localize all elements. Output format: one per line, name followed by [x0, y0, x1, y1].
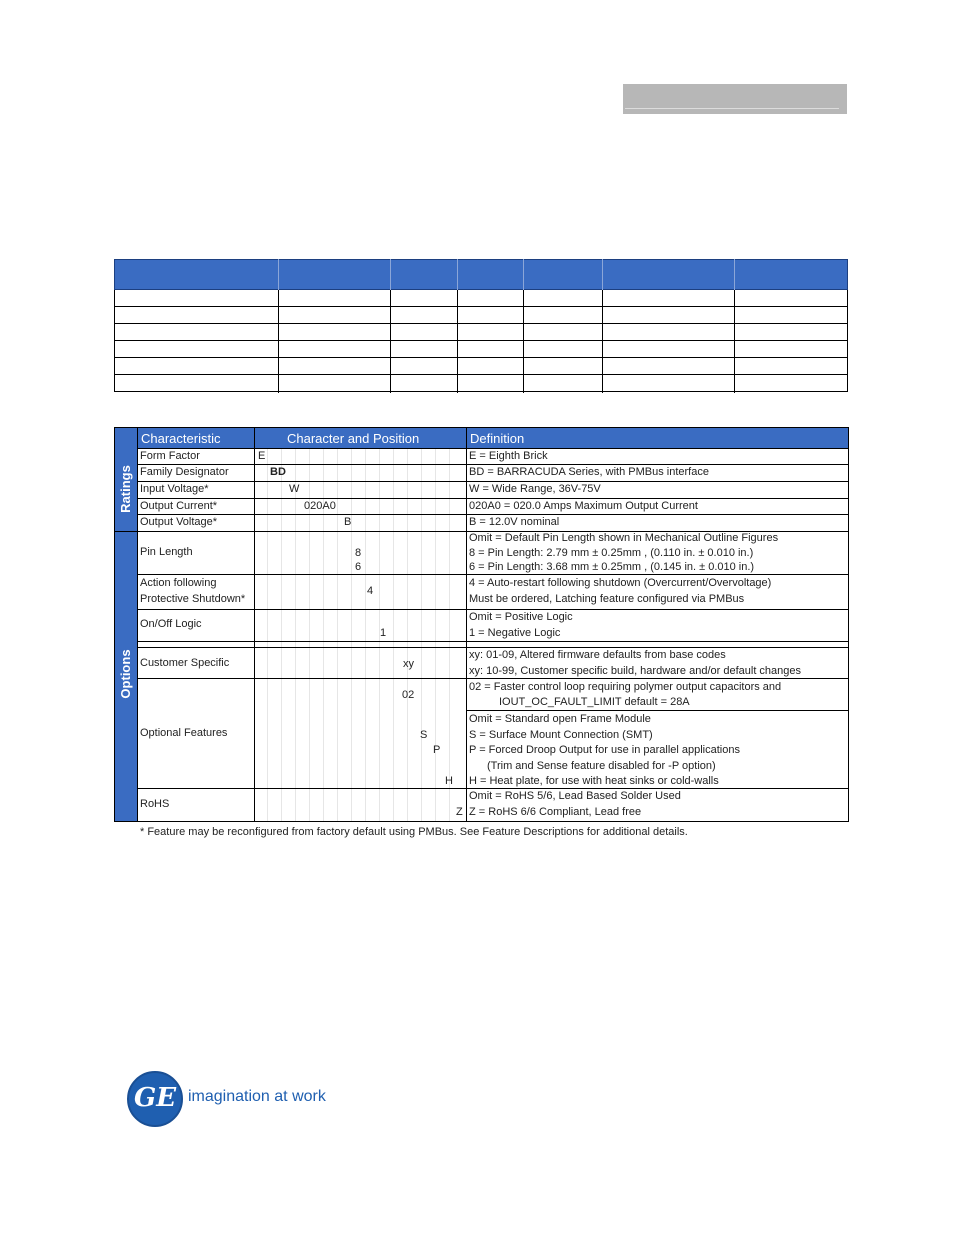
row-definition: 1 = Negative Logic [469, 627, 561, 639]
row-definition: Z = RoHS 6/6 Compliant, Lead free [469, 806, 642, 818]
row-code: H [445, 775, 453, 787]
row-name: Pin Length [140, 546, 193, 558]
row-code: 6 [355, 561, 362, 573]
row-definition: 8 = Pin Length: 2.79 mm ± 0.25mm , (0.110 in. ± 0.010 in.) [469, 547, 754, 559]
row-code: W [289, 483, 300, 495]
row-code: Z [456, 806, 463, 818]
row-definition: 4 = Auto-restart following shutdown (Overcurrent/Overvoltage) [469, 577, 772, 589]
logo-tagline: imagination at work [188, 1088, 326, 1105]
row-name: Optional Features [140, 727, 228, 739]
options-table [114, 427, 849, 822]
row-name: Input Voltage* [140, 483, 209, 495]
table-row [114, 375, 848, 392]
row-code: P [433, 744, 441, 756]
row-name: Form Factor [140, 450, 200, 462]
row-definition: BD = BARRACUDA Series, with PMBus interface [469, 466, 709, 478]
logo-mark: GE [133, 1083, 177, 1113]
row-name: Customer Specific [140, 657, 230, 669]
table-row [114, 324, 848, 341]
row-name: On/Off Logic [140, 618, 202, 630]
row-code: 8 [355, 547, 362, 559]
table-row [114, 290, 848, 307]
row-definition: IOUT_OC_FAULT_LIMIT default = 28A [499, 696, 690, 708]
row-name: Family Designator [140, 466, 229, 478]
options-table-header [115, 428, 848, 448]
row-definition: xy: 01-09, Altered firmware defaults from base codes [469, 649, 726, 661]
header-characteristic: Characteristic [141, 431, 221, 446]
row-code: 02 [402, 689, 415, 701]
row-code: 020A0 [304, 500, 336, 512]
row-definition: W = Wide Range, 36V-75V [469, 483, 601, 495]
row-definition: Must be ordered, Latching feature configured via PMBus [469, 593, 745, 605]
table-row [114, 307, 848, 324]
row-definition: xy: 10-99, Customer specific build, hardware and/or default changes [469, 665, 802, 677]
row-definition: Omit = Default Pin Length shown in Mechanical Outline Figures [469, 532, 779, 544]
ratings-label: Ratings [118, 465, 133, 513]
row-definition: (Trim and Sense feature disabled for -P option) [487, 760, 716, 772]
row-code: 4 [367, 585, 374, 597]
row-definition: 02 = Faster control loop requiring polymer output capacitors and [469, 681, 782, 693]
row-definition: S = Surface Mount Connection (SMT) [469, 729, 653, 741]
row-code: BD [270, 466, 286, 478]
row-name: Output Voltage* [140, 516, 218, 528]
row-definition: E = Eighth Brick [469, 450, 548, 462]
row-code: xy [403, 658, 414, 670]
row-code: E [258, 450, 266, 462]
row-definition: H = Heat plate, for use with heat sinks or cold-walls [469, 775, 719, 787]
row-definition: Omit = Standard open Frame Module [469, 713, 651, 725]
row-code: B [344, 516, 352, 528]
row-definition: Omit = Positive Logic [469, 611, 573, 623]
row-definition: 6 = Pin Length: 3.68 mm ± 0.25mm , (0.145 in. ± 0.010 in.) [469, 561, 755, 573]
row-code: 1 [380, 627, 387, 639]
row-definition: B = 12.0V nominal [469, 516, 560, 528]
row-definition: Omit = RoHS 5/6, Lead Based Solder Used [469, 790, 681, 802]
header-definition: Definition [470, 431, 525, 446]
ge-logo [127, 1071, 183, 1127]
header-character-position: Character and Position [287, 431, 420, 446]
options-label: Options [118, 649, 133, 699]
row-name: RoHS [140, 798, 170, 810]
section-tab [623, 84, 847, 114]
row-name: Protective Shutdown* [140, 593, 246, 605]
footnote: * Feature may be reconfigured from factory default using PMBus. See Feature Descriptions for additional details. [140, 826, 688, 838]
row-name: Action following [140, 577, 217, 589]
row-name: Output Current* [140, 500, 218, 512]
table-row [114, 358, 848, 375]
row-definition: 020A0 = 020.0 Amps Maximum Output Current [469, 500, 698, 512]
ordering-table-header [114, 259, 848, 290]
ordering-table [114, 259, 848, 393]
row-code: S [420, 729, 428, 741]
row-definition: P = Forced Droop Output for use in parallel applications [469, 744, 740, 756]
table-row [114, 341, 848, 358]
